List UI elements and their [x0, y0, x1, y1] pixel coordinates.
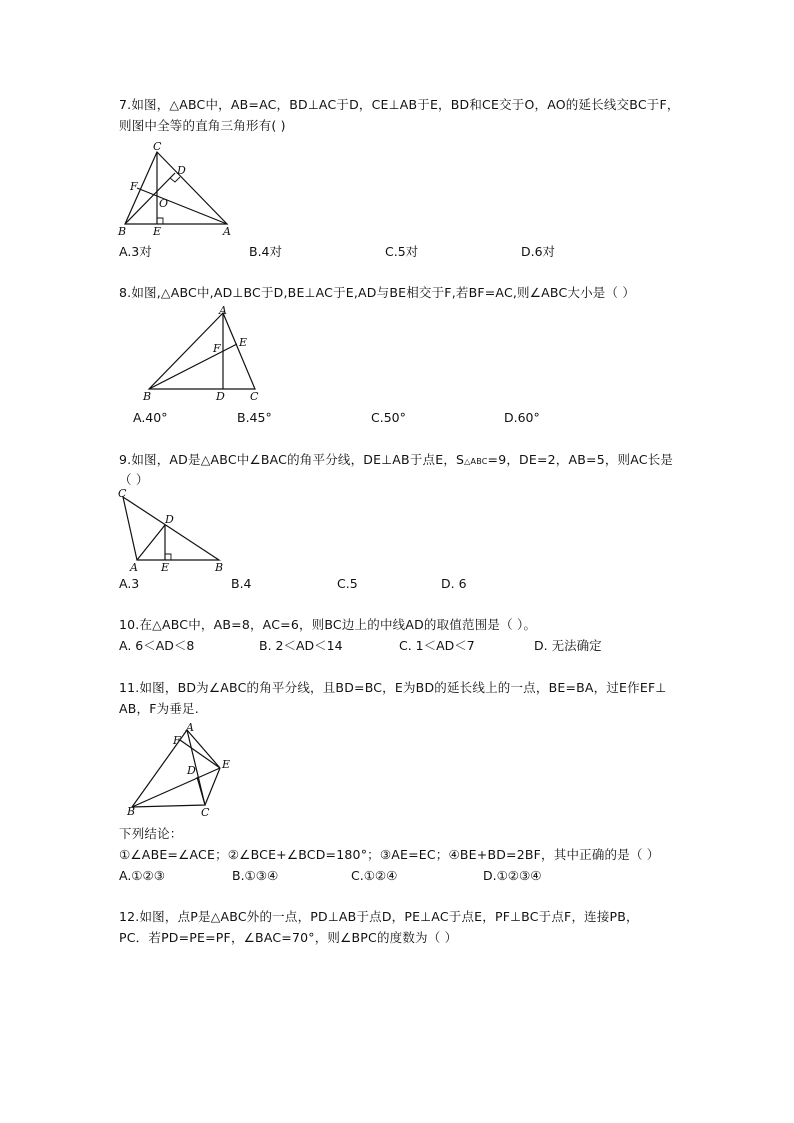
q10-option-a[interactable]: A. 6＜AD＜8 — [119, 638, 195, 653]
q9-right-angle-e — [165, 554, 171, 560]
q9-option-b[interactable]: B.4 — [231, 576, 252, 591]
q11-figure — [125, 722, 237, 817]
q11-line1: 11.如图，BD为∠ABC的角平分线，且BD=BC，E为BD的延长线上的一点，BE=BA，过E作EF⊥ — [119, 680, 667, 695]
q10-option-b[interactable]: B. 2＜AD＜14 — [259, 638, 343, 653]
q11-label-a: A — [186, 722, 194, 734]
q10-option-c[interactable]: C. 1＜AD＜7 — [399, 638, 475, 653]
q11-conclusions: ①∠ABE=∠ACE；②∠BCE+∠BCD=180°；③AE=EC；④BE+BD=2BF，其中正确的是（ ） — [119, 847, 660, 862]
q8-line1: 8.如图,△ABC中,AD⊥BC于D,BE⊥AC于E,AD与BE相交于F,若BF=AC,则∠ABC大小是（ ） — [119, 285, 636, 300]
q9-option-d[interactable]: D. 6 — [441, 576, 467, 591]
q9-segment-ad — [137, 525, 165, 560]
q7-label-a: A — [223, 225, 231, 236]
q12-line1: 12.如图，点P是△ABC外的一点，PD⊥AB于点D，PE⊥AC于点E，PF⊥BC于点F，连接PB， — [119, 909, 639, 924]
q9-line1-start: 9.如图，AD是△ABC中∠BAC的角平分线，DE⊥AB于点E，S — [119, 452, 465, 467]
q11-option-a[interactable]: A.①②③ — [119, 868, 165, 883]
q8-label-c: C — [250, 390, 259, 402]
q7-label-c: C — [153, 140, 162, 153]
q11-option-b[interactable]: B.①③④ — [232, 868, 279, 883]
q11-option-c[interactable]: C.①②④ — [351, 868, 398, 883]
q9-label-d: D — [165, 513, 174, 526]
q8-label-f: F — [213, 342, 221, 355]
q8-option-d[interactable]: D.60° — [504, 410, 540, 425]
q7-line1: 7.如图，△ABC中，AB=AC，BD⊥AC于D，CE⊥AB于E，BD和CE交于O，AO的延长线交BC于F， — [119, 97, 680, 112]
q7-segment-af — [137, 188, 227, 224]
q7-option-c[interactable]: C.5对 — [385, 244, 419, 259]
q11-label-f: F — [173, 734, 181, 747]
q9-label-c: C — [118, 487, 127, 500]
q11-label-d: D — [187, 764, 196, 777]
q9-triangle — [123, 497, 219, 560]
q7-label-f: F — [130, 180, 138, 193]
q9-label-e: E — [161, 561, 170, 574]
q8-label-a: A — [219, 306, 227, 317]
q7-label-b: B — [118, 225, 127, 236]
q9-line1 — [119, 452, 673, 470]
q12-line2: PC．若PD=PE=PF，∠BAC=70°，则∠BPC的度数为（ ） — [119, 930, 458, 945]
q7-label-d: D — [177, 164, 186, 177]
q7-line2: 则图中全等的直角三角形有( ) — [119, 118, 286, 133]
q11-segment-cd — [197, 777, 205, 805]
q8-option-c[interactable]: C.50° — [371, 410, 406, 425]
q8-figure — [140, 306, 265, 402]
q9-option-a[interactable]: A.3 — [119, 576, 140, 591]
q9-label-b: B — [215, 561, 224, 574]
q9-figure — [115, 485, 230, 575]
q9-line2: （ ） — [119, 472, 149, 487]
q7-option-d[interactable]: D.6对 — [521, 244, 556, 259]
q8-label-e: E — [239, 336, 248, 349]
q7-triangle — [125, 152, 227, 224]
q11-line2: AB，F为垂足. — [119, 701, 199, 716]
q7-right-angle-d — [170, 177, 180, 182]
q11-label-c: C — [201, 806, 210, 817]
q9-line1-rest: =9，DE=2，AB=5，则AC长是 — [487, 452, 674, 467]
q10-line1: 10.在△ABC中，AB=8，AC=6，则BC边上的中线AD的取值范围是（ ）。 — [119, 617, 537, 632]
q8-label-d: D — [216, 390, 225, 402]
q8-segment-be — [149, 344, 237, 389]
q7-label-e: E — [153, 225, 162, 236]
q7-label-o: O — [159, 197, 169, 210]
q11-label-e: E — [222, 758, 231, 771]
q8-triangle — [149, 313, 255, 389]
q7-option-b[interactable]: B.4对 — [249, 244, 283, 259]
q9-label-a: A — [130, 561, 138, 574]
q10-option-d[interactable]: D. 无法确定 — [534, 638, 602, 653]
q7-right-angle-e — [157, 218, 163, 224]
q11-option-d[interactable]: D.①②③④ — [483, 868, 542, 883]
q8-option-a[interactable]: A.40° — [133, 410, 168, 425]
q8-option-b[interactable]: B.45° — [237, 410, 272, 425]
q11-conclusion-title: 下列结论： — [119, 826, 183, 841]
q9-subscript: △ABC — [464, 457, 488, 466]
q7-figure — [117, 140, 242, 236]
q9-option-c[interactable]: C.5 — [337, 576, 358, 591]
q8-label-b: B — [143, 390, 152, 402]
q7-option-a[interactable]: A.3对 — [119, 244, 152, 259]
q11-label-b: B — [127, 805, 136, 817]
